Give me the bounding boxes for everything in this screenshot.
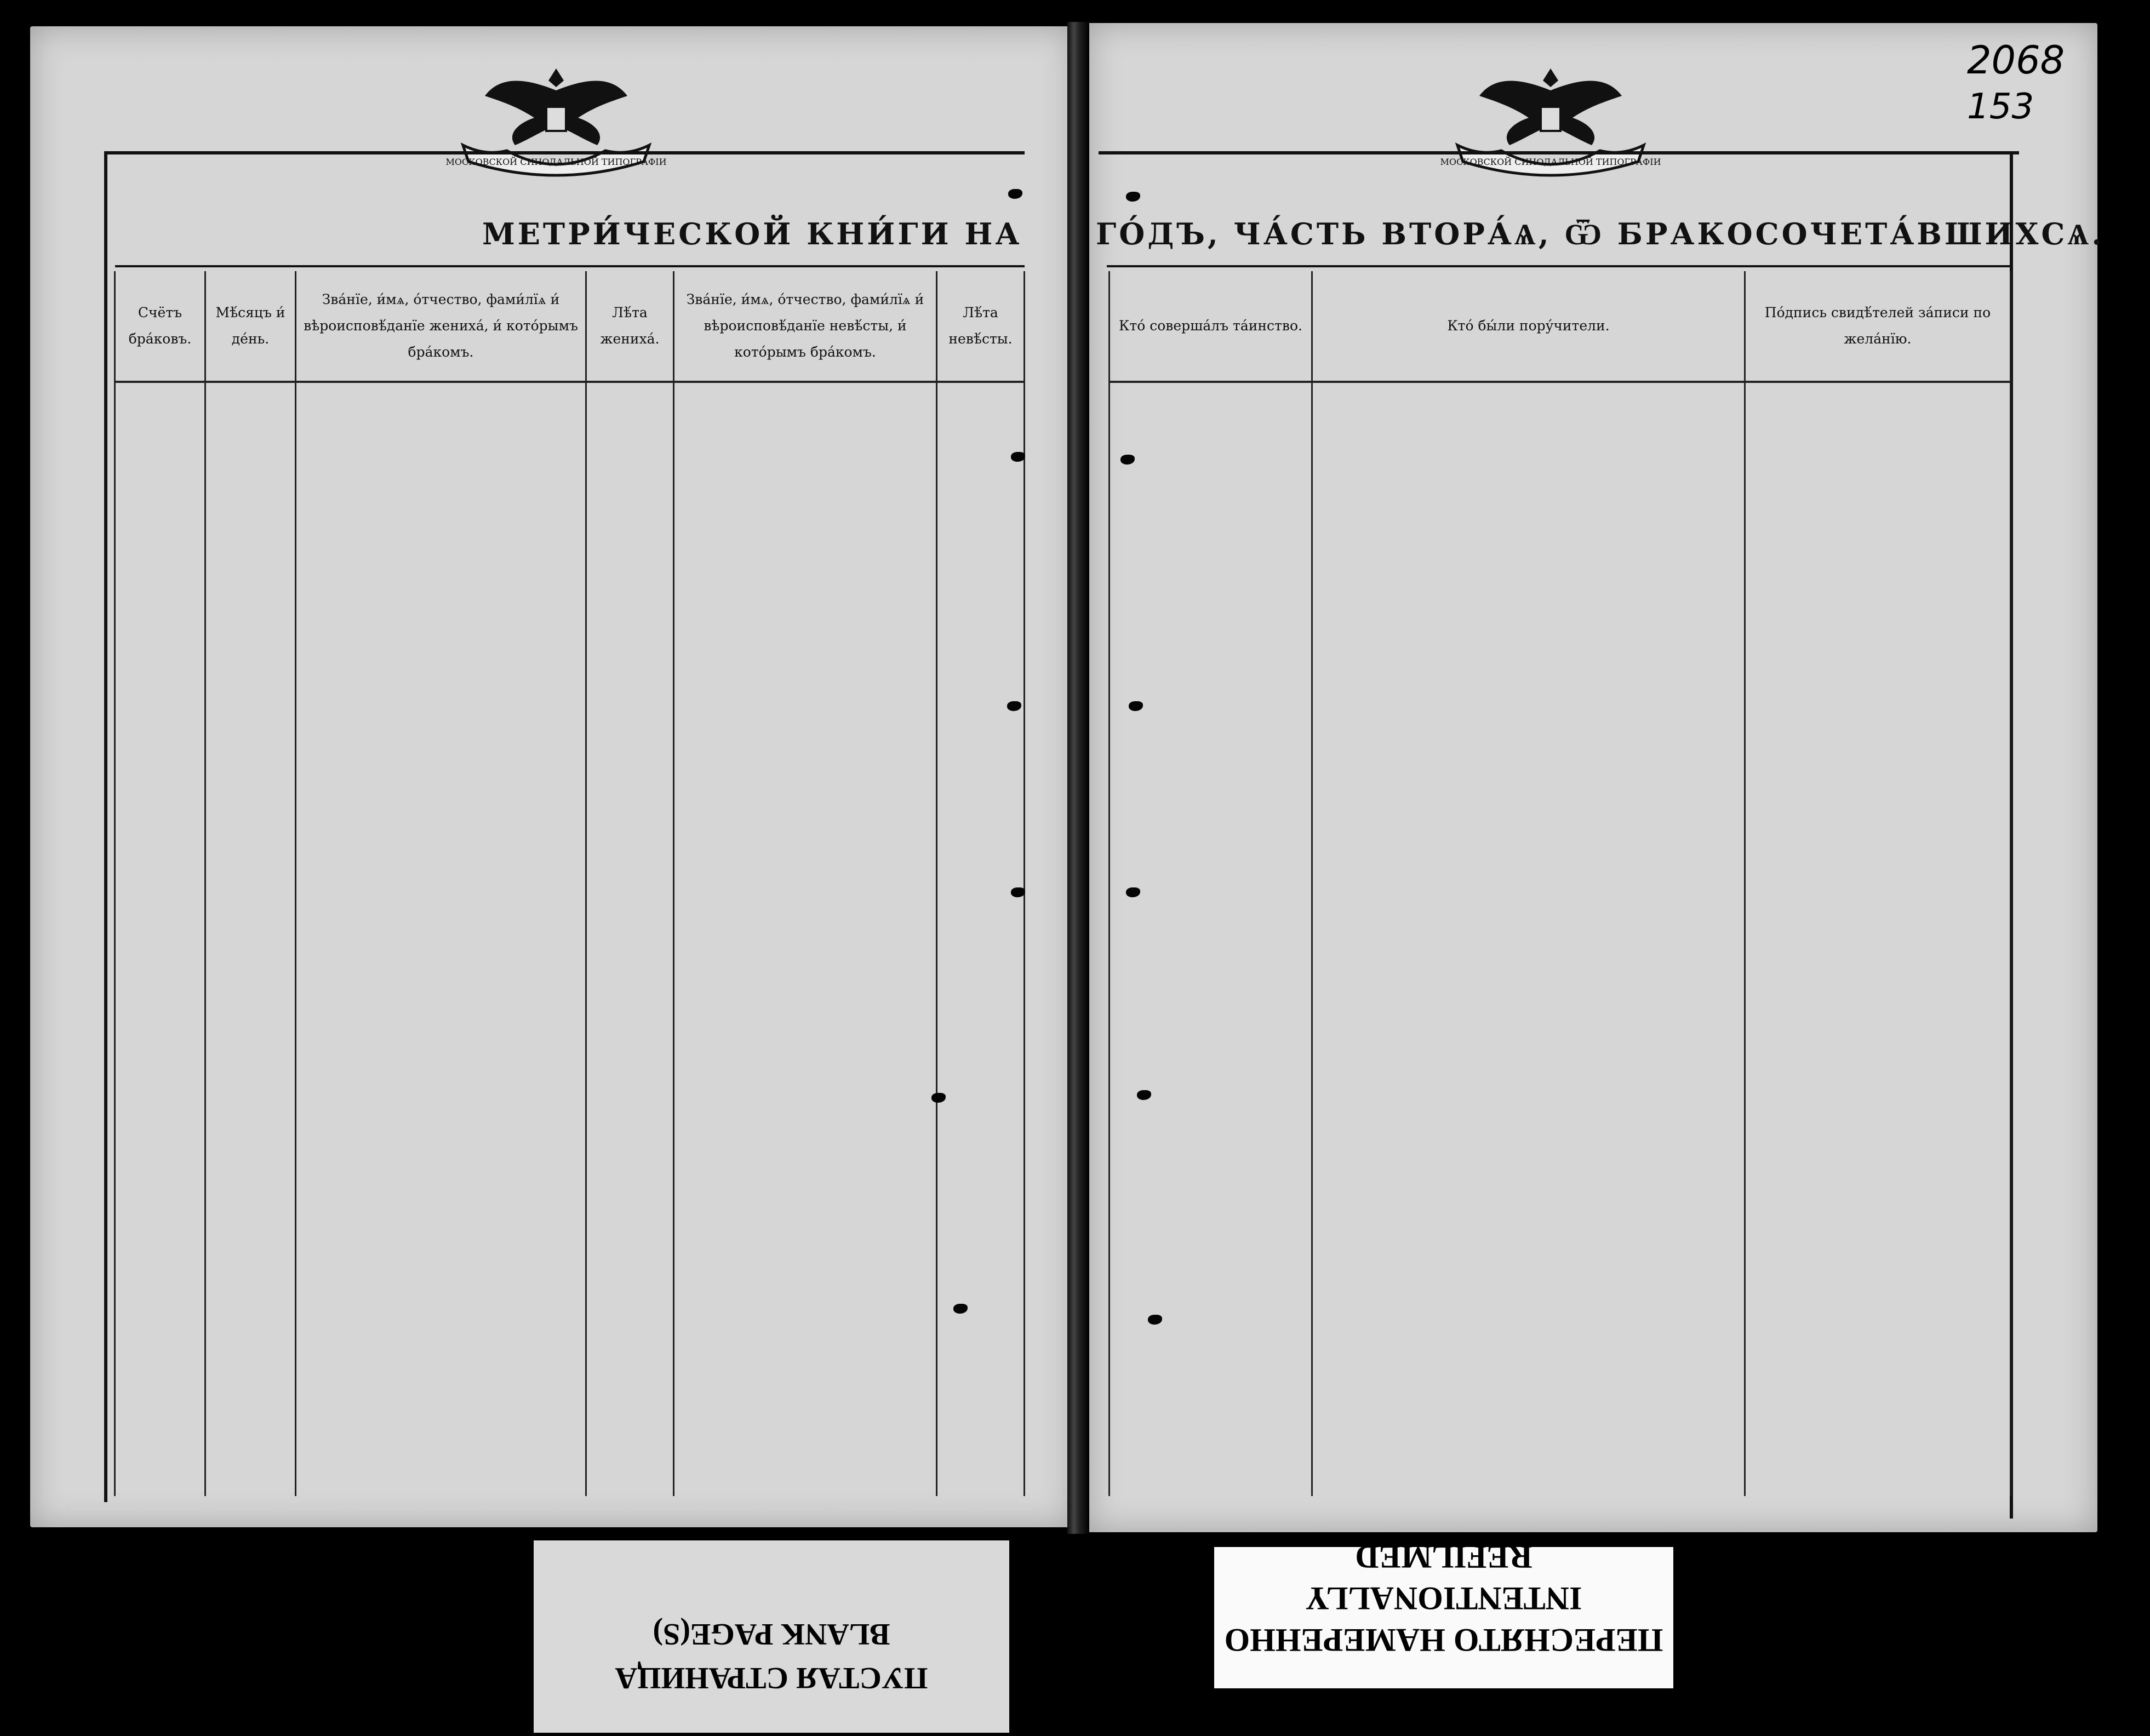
refilmed-card-line-en: INTENTIONALLY REFILMED	[1305, 1539, 1582, 1617]
empty-cell	[937, 382, 1025, 1496]
column-header-witness-signature: По́дпись свидѣ́телей за́писи по жела́нїю.	[1745, 271, 2011, 382]
left-title-rule	[115, 265, 1025, 267]
right-page-title: ГО́ДЪ, ЧА́СТЬ ВТОРА́Ѧ, Ѿ БРАКОСОЧЕТА́ВШИХСѦ.	[1096, 216, 2105, 251]
right-top-rule	[1099, 151, 2019, 154]
crest-banner-text: МОСКОВСКОЙ СИНОДАЛЬНОЙ ТИПОГРАФІИ	[445, 157, 667, 167]
column-header-bride-details: Зва́нїе, и́мѧ, о́тчество, фами́лїѧ и́ вѣроисповѣ́данїе невѣ́сты, и́ кото́рымъ бра́комъ.	[674, 271, 937, 382]
empty-cell	[115, 382, 205, 1496]
blank-page-card	[530, 1537, 1013, 1736]
left-top-rule	[104, 151, 1025, 154]
book-spine	[1067, 22, 1089, 1534]
empty-cell	[1312, 382, 1745, 1496]
column-header-groom-details: Зва́нїе, и́мѧ, о́тчество, фами́лїѧ и́ вѣроисповѣ́данїе жениха́, и́ кото́рымъ бра́комъ.	[296, 271, 586, 382]
crest-banner-text-right: МОСКОВСКОЙ СИНОДАЛЬНОЙ ТИПОГРАФІИ	[1440, 157, 1661, 167]
left-header-row	[115, 271, 1025, 382]
column-header-guarantors: Кто́ бы́ли пору́чители.	[1312, 271, 1745, 382]
left-page-title: МЕТРИ́ЧЕСКОЙ КНИ́ГИ НА	[482, 216, 1022, 251]
right-register-table	[1108, 271, 2011, 1496]
column-header-marriage-count: Счётъ бра́ковъ.	[115, 271, 205, 382]
handwritten-page-number-2: 153	[1967, 87, 2034, 127]
left-empty-row	[115, 382, 1025, 1496]
empty-cell	[1110, 382, 1312, 1496]
left-outer-rule	[104, 154, 107, 1502]
blank-card-line-en: BLANK PAGE(S)	[653, 1617, 890, 1651]
column-header-month-day: Мѣ́сяцъ и́ де́нь.	[205, 271, 296, 382]
column-header-officiant: Кто́ соверша́лъ та́инство.	[1110, 271, 1312, 382]
empty-cell	[296, 382, 586, 1496]
right-header-row	[1110, 271, 2011, 382]
left-register-table	[114, 271, 1025, 1496]
refilmed-card	[1211, 1539, 1677, 1692]
imperial-eagle-crest-right	[1440, 58, 1661, 173]
empty-cell	[1745, 382, 2011, 1496]
refilmed-card-line-ru: ПЕРЕСНЯТО НАМЕРЕННО	[1224, 1622, 1663, 1658]
handwritten-page-number: 2068	[1967, 38, 2065, 83]
empty-cell	[205, 382, 296, 1496]
imperial-eagle-crest-left	[445, 58, 667, 173]
column-header-groom-age: Лѣ́та жениха́.	[586, 271, 674, 382]
empty-cell	[586, 382, 674, 1496]
right-title-rule	[1107, 265, 2011, 267]
blank-card-line-ru: ПУСТАЯ СТРАНИЦА	[615, 1661, 928, 1695]
right-empty-row	[1110, 382, 2011, 1496]
column-header-bride-age: Лѣ́та невѣ́сты.	[937, 271, 1025, 382]
empty-cell	[674, 382, 937, 1496]
